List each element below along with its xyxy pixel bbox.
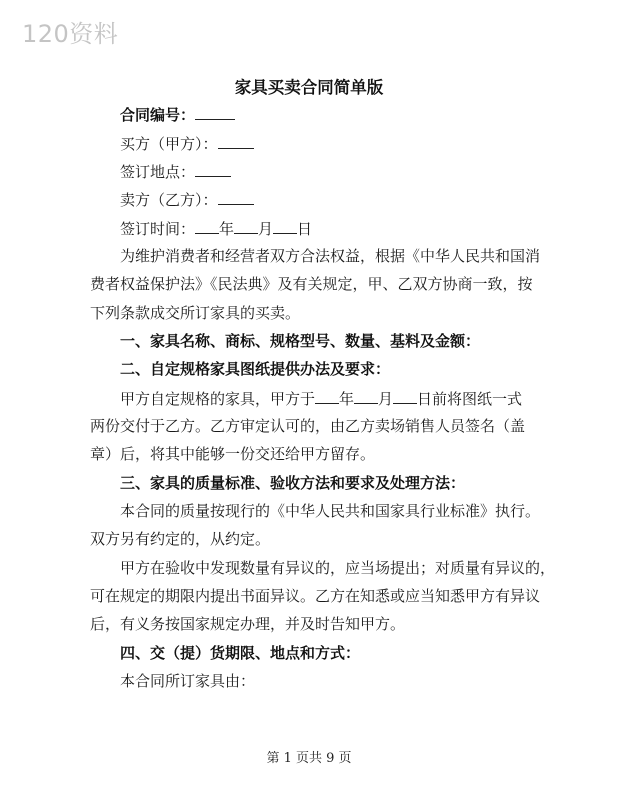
sign-place-line	[120, 161, 231, 182]
intro-line-3: 下列条款成交所订家具的买卖。	[90, 304, 301, 322]
document-title: 家具买卖合同简单版	[234, 78, 384, 97]
section-2-para-line-1	[120, 388, 522, 409]
page-number: 第 1 页共 9 页	[266, 751, 352, 766]
contract-number-blank	[195, 104, 235, 120]
seller-line	[120, 189, 254, 210]
section-2-text-a: 甲方自定规格的家具，甲方于	[120, 390, 316, 408]
section-2-heading: 二、自定规格家具图纸提供办法及要求：	[120, 360, 391, 378]
contract-number-line	[120, 104, 235, 125]
drawing-year-blank	[315, 388, 339, 404]
seller-blank	[218, 189, 254, 205]
month-label: 月	[378, 390, 394, 408]
section-3-para-line-2: 双方另有约定的，从约定。	[90, 530, 271, 548]
drawing-month-blank	[354, 388, 378, 404]
seller-label: 卖方（乙方）：	[120, 191, 218, 209]
section-3-para-line-1: 本合同的质量按现行的《中华人民共和国家具行业标准》执行。	[120, 502, 541, 520]
section-3-para-line-4: 可在规定的期限内提出书面异议。乙方在知悉或应当知悉甲方有异议	[90, 587, 541, 605]
sign-year-blank	[195, 218, 219, 234]
section-3-heading: 三、家具的质量标准、验收方法和要求及处理方法：	[120, 474, 466, 492]
intro-line-1: 为维护消费者和经营者双方合法权益，根据《中华人民共和国消	[120, 247, 541, 265]
buyer-label: 买方（甲方）：	[120, 135, 218, 153]
contract-number-label: 合同编号：	[120, 106, 196, 124]
sign-time-label: 签订时间：	[120, 220, 196, 238]
sign-place-blank	[195, 161, 231, 177]
drawing-day-blank	[393, 388, 417, 404]
sign-place-label: 签订地点：	[120, 163, 196, 181]
sign-day-blank	[273, 218, 297, 234]
day-label: 日	[297, 220, 313, 238]
section-2-para-line-2: 两份交付于乙方。乙方审定认可的，由乙方卖场销售人员签名（盖	[90, 417, 526, 435]
section-4-para-line-1: 本合同所订家具由：	[120, 672, 256, 690]
section-3-para-line-3: 甲方在验收中发现数量有异议的，应当场提出；对质量有异议的，	[120, 559, 556, 577]
section-2-text-b: 日前将图纸一式	[417, 390, 523, 408]
sign-time-line	[120, 218, 312, 239]
month-label: 月	[258, 220, 274, 238]
section-1-heading: 一、家具名称、商标、规格型号、数量、基料及金额：	[120, 332, 481, 350]
watermark: 120资料	[22, 20, 119, 48]
section-3-para-line-5: 后，有义务按国家规定办理，并及时告知甲方。	[90, 615, 406, 633]
section-2-para-line-3: 章）后，将其中能够一份交还给甲方留存。	[90, 445, 376, 463]
sign-month-blank	[234, 218, 258, 234]
buyer-line	[120, 133, 254, 154]
section-4-heading: 四、交（提）货期限、地点和方式：	[120, 644, 361, 662]
buyer-blank	[218, 133, 254, 149]
year-label: 年	[339, 390, 355, 408]
year-label: 年	[219, 220, 235, 238]
intro-line-2: 费者权益保护法》《民法典》及有关规定，甲、乙双方协商一致，按	[90, 275, 533, 293]
